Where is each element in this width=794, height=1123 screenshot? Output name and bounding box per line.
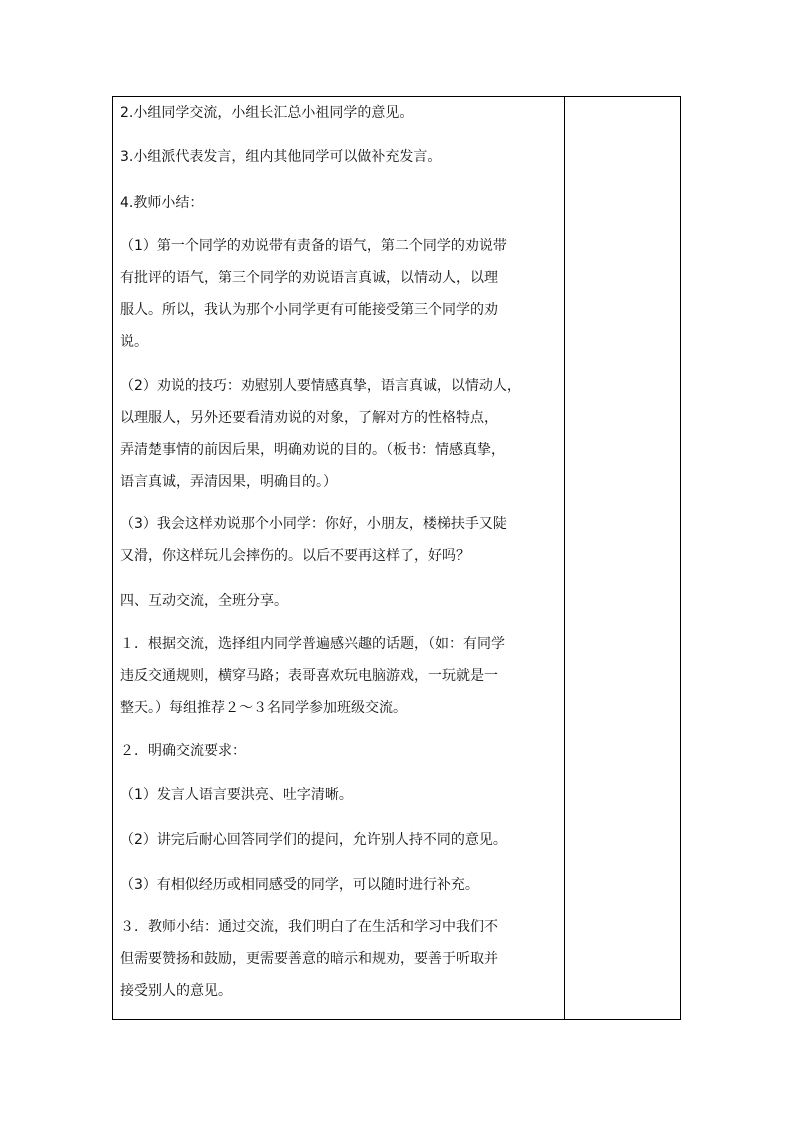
- paragraph-line: 接受别人的意见。: [120, 983, 232, 999]
- paragraph-line: （3）我会这样劝说那个小同学：你好，小朋友，楼梯扶手又陡: [120, 516, 507, 532]
- paragraph-line: ２．明确交流要求：: [120, 743, 246, 759]
- paragraph-line: （1）发言人语言要洪亮、吐字清晰。: [120, 787, 353, 803]
- paragraph: [120, 141, 558, 173]
- paragraph-line: （3）有相似经历或相同感受的同学，可以随时进行补充。: [120, 877, 479, 893]
- paragraph: [120, 735, 558, 767]
- paragraph-line: （2）劝说的技巧：劝慰别人要情感真挚，语言真诚，以情动人，: [120, 378, 521, 394]
- paragraph: [120, 230, 558, 358]
- paragraph: [120, 869, 558, 901]
- paragraph-line: （1）第一个同学的劝说带有责备的语气，第二个同学的劝说带: [120, 238, 507, 254]
- paragraph: [120, 187, 558, 219]
- paragraph-line: 4.教师小结：: [120, 195, 204, 211]
- paragraph: [120, 508, 558, 572]
- paragraph: [120, 911, 558, 1007]
- paragraph: [120, 628, 558, 724]
- paragraph-line: 有批评的语气，第三个同学的劝说语言真诚，以情动人，以理: [120, 270, 498, 286]
- paragraph-line: 违反交通规则，横穿马路；表哥喜欢玩电脑游戏，一玩就是一: [120, 668, 498, 684]
- paragraph: [120, 779, 558, 811]
- paragraph-line: （2）讲完后耐心回答同学们的提问，允许别人持不同的意见。: [120, 832, 507, 848]
- paragraph-line: 2.小组同学交流，小组长汇总小祖同学的意见。: [120, 105, 414, 121]
- paragraph-line: 但需要赞扬和鼓励，更需要善意的暗示和规劝，要善于听取并: [120, 951, 498, 967]
- paragraph-line: 整天。）每组推荐２～３名同学参加班级交流。: [120, 700, 407, 716]
- paragraph-line: 以理服人，另外还要看清劝说的对象，了解对方的性格特点，: [120, 410, 498, 426]
- paragraph-line: 说。: [120, 334, 148, 350]
- lesson-table: [112, 96, 681, 1020]
- notes-cell: [565, 97, 680, 1019]
- paragraph-line: 3.小组派代表发言，组内其他同学可以做补充发言。: [120, 149, 442, 165]
- paragraph-line: 四、互动交流，全班分享。: [120, 593, 288, 609]
- paragraph: [120, 97, 558, 129]
- paragraph-line: １．根据交流，选择组内同学普遍感兴趣的话题，（如：有同学: [120, 636, 505, 652]
- paragraph: [120, 370, 558, 498]
- paragraph-line: ３．教师小结：通过交流，我们明白了在生活和学习中我们不: [120, 919, 498, 935]
- paragraph-line: 语言真诚，弄清因果，明确目的。）: [120, 474, 337, 490]
- paragraph: [120, 585, 558, 617]
- paragraph-line: 又滑，你这样玩儿会摔伤的。以后不要再这样了，好吗？: [120, 548, 470, 564]
- paragraph-line: 弄清楚事情的前因后果，明确劝说的目的。（板书：情感真挚，: [120, 442, 505, 458]
- paragraph: [120, 824, 558, 856]
- paragraph-line: 服人。所以，我认为那个小同学更有可能接受第三个同学的劝: [120, 302, 498, 318]
